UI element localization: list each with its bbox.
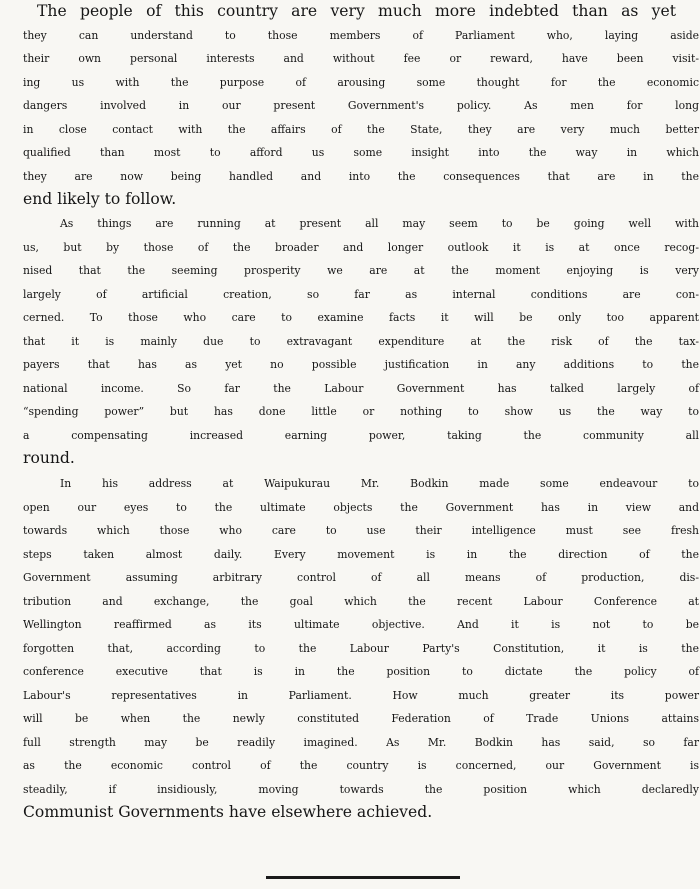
paragraph-line: will be when the newly constituted Federation of Trade Unions attains [23,712,699,725]
paragraph-line: Communist Governments have elsewhere achieved. [23,803,433,821]
paragraph-line: payers that has as yet no possible justification in any additions to the [23,358,699,371]
paragraph-line: tribution and exchange, the goal which the recent Labour Conference at [23,594,699,608]
paragraph-line: towards which those who care to use their intelligence must see fresh [23,524,699,537]
paragraph-line: ing us with the purpose of arousing some thought for the economic [23,75,699,89]
paragraph-line: qualified than most to afford us some insight into the way in which [23,146,699,159]
paragraph-line: Government assuming arbitrary control of all means of production, dis- [23,571,699,584]
paragraph-line: in close contact with the affairs of the State, they are very much better [23,122,699,136]
paragraph-line: As things are running at present all may seem to be going well with [60,217,699,230]
paragraph-line: conference executive that is in the position to dictate the policy of [23,665,699,678]
paragraph-line: their own personal interests and without fee or reward, have been visit- [23,52,699,65]
paragraph-line: “spending power” but has done little or nothing to show us the way to [23,405,699,418]
paragraph-line: that it is mainly due to extravagant expenditure at the risk of the tax- [23,334,699,348]
paragraph-line: full strength may be readily imagined. As Mr. Bodkin has said, so far [23,735,699,749]
paragraph-line: steps taken almost daily. Every movement is in the direction of the [23,547,699,561]
paragraph-line: national income. So far the Labour Government has talked largely of [23,381,699,395]
paragraph-line: largely of artificial creation, so far as internal conditions are con- [23,287,699,301]
paragraph-line: Labour's representatives in Parliament. How much greater its power [23,688,699,702]
paragraph-line: forgotten that, according to the Labour Party's Constitution, it is the [23,641,699,655]
paragraph-line: they can understand to those members of Parliament who, laying aside [23,28,699,42]
paragraph-line: The people of this country are very much more indebted than as yet [37,2,676,20]
paragraph-line: In his address at Waipukurau Mr. Bodkin made some endeavour to [60,477,699,490]
paragraph-line: round. [23,449,75,467]
paragraph-line: cerned. To those who care to examine facts it will be only too apparent [23,311,699,324]
paragraph-line: dangers involved in our present Government's policy. As men for long [23,99,699,112]
paragraph-line: end likely to follow. [23,190,177,208]
paragraph-line: us, but by those of the broader and longer outlook it is at once recog- [23,240,699,254]
paragraph-line: Wellington reaffirmed as its ultimate objective. And it is not to be [23,618,699,631]
paragraph-line: nised that the seeming prosperity we are at the moment enjoying is very [23,264,699,277]
paragraph-line: open our eyes to the ultimate objects the Government has in view and [23,500,699,514]
paragraph-line: as the economic control of the country is concerned, our Government is [23,759,699,772]
paragraph-line: a compensating increased earning power, taking the community all [23,428,699,442]
paragraph-line: they are now being handled and into the consequences that are in the [23,169,699,183]
paragraph-line: steadily, if insidiously, moving towards the position which declaredly [23,782,699,796]
end-rule [266,876,460,879]
